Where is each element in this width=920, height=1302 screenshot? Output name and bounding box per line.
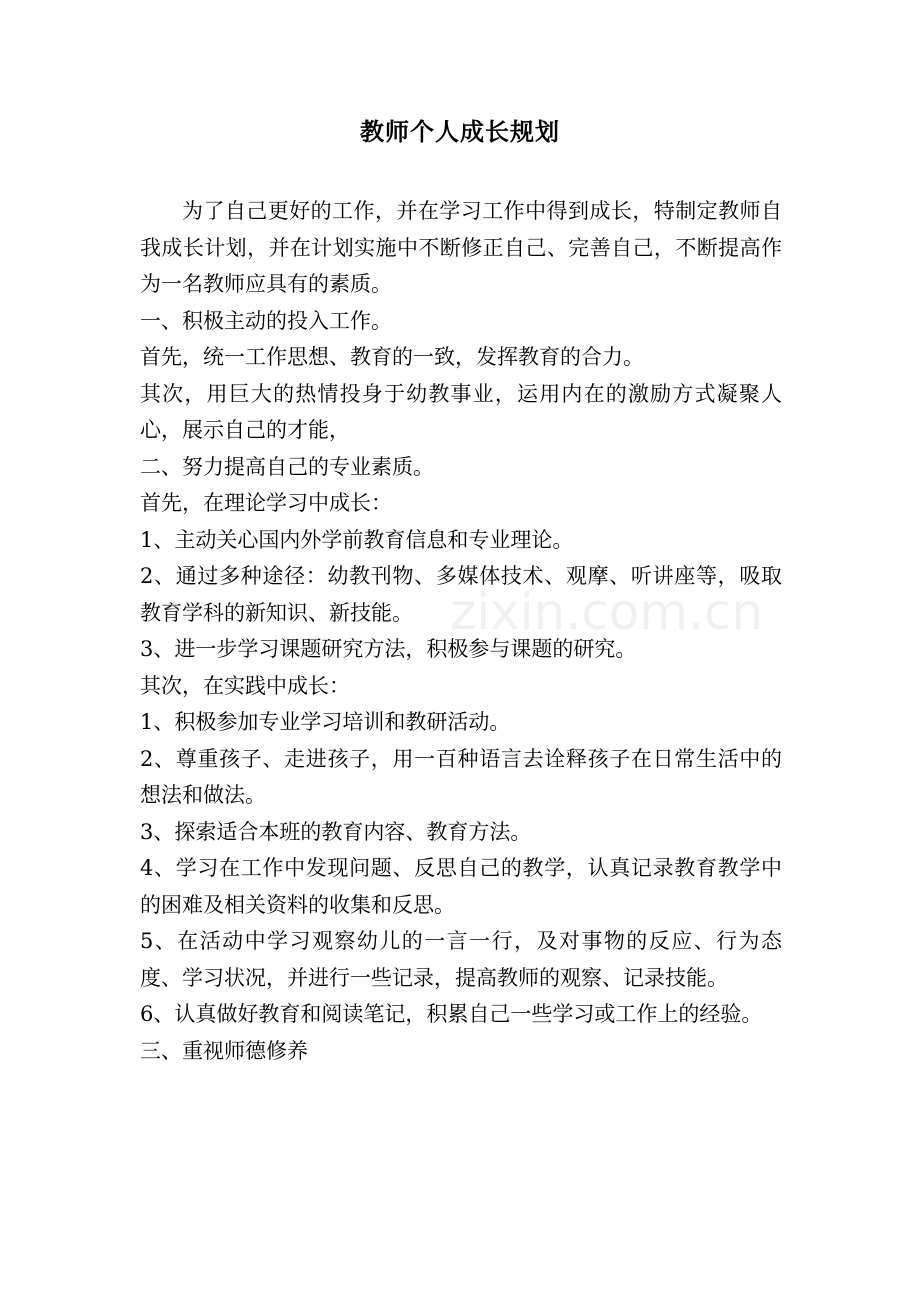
list-item: 3、探索适合本班的教育内容、教育方法。 (140, 819, 532, 844)
body-paragraph: 其次，用巨大的热情投身于幼教事业，运用内在的激励方式凝聚人心，展示自己的才能， (140, 381, 782, 442)
list-item: 4、学习在工作中发现问题、反思自己的教学，认真记录教育教学中的困难及相关资料的收集和反思。 (140, 856, 782, 917)
list-item: 1、积极参加专业学习培训和教研活动。 (140, 710, 511, 734)
section-heading-3: 三、重视师德修养 (140, 1038, 308, 1063)
list-item: 5、在活动中学习观察幼儿的一言一行，及对事物的反应、行为态度、学习状况，并进行一些记录，提高教师的观察、记录技能。 (140, 929, 782, 990)
body-paragraph: 首先，统一工作思想、教育的一致，发挥教育的合力。 (140, 345, 644, 369)
section-heading-1: 一、积极主动的投入工作。 (140, 308, 392, 333)
body-paragraph: 首先，在理论学习中成长： (140, 491, 392, 515)
intro-paragraph: 为了自己更好的工作，并在学习工作中得到成长，特制定教师自我成长计划，并在计划实施中不断修正自己、完善自己，不断提高作为一名教师应具有的素质。 (140, 199, 782, 296)
list-item: 3、进一步学习课题研究方法，积极参与课题的研究。 (140, 637, 637, 661)
section-heading-2: 二、努力提高自己的专业素质。 (140, 454, 434, 479)
document-title: 教师个人成长规划 (360, 117, 560, 146)
list-item: 1、主动关心国内外学前教育信息和专业理论。 (140, 527, 574, 552)
list-item: 2、通过多种途径：幼教刊物、多媒体技术、观摩、听讲座等，吸取教育学科的新知识、新技能。 (140, 564, 782, 625)
document-body (140, 193, 782, 1069)
list-item: 6、认真做好教育和阅读笔记，积累自己一些学习或工作上的经验。 (140, 1002, 763, 1026)
watermark: zixin.com.cn (450, 583, 764, 641)
list-item: 2、尊重孩子、走进孩子，用一百种语言去诠释孩子在日常生活中的想法和做法。 (140, 746, 782, 807)
body-paragraph: 其次，在实践中成长： (140, 673, 350, 698)
